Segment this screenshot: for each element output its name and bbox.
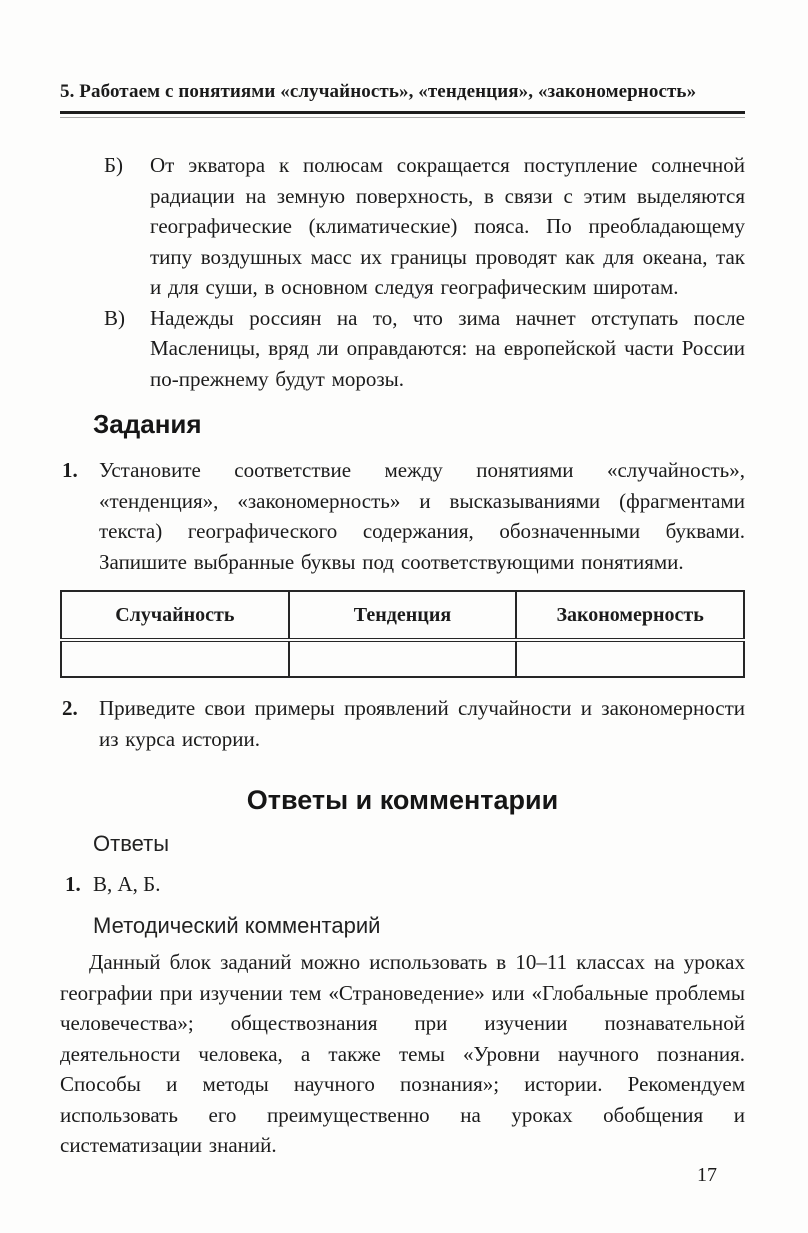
answer-cell-trend <box>289 640 517 677</box>
statement-label: Б) <box>104 153 124 177</box>
task-number: 2. <box>62 696 78 720</box>
running-head-title: 5. Работаем с понятиями «случайность», «тенденция», «закономерность» <box>60 81 697 102</box>
task-item-2 <box>60 693 745 754</box>
task-item-1 <box>60 455 745 577</box>
statement-text: От экватора к полюсам сокращается поступление солнечной радиации на земную поверхность, в связи с этим выделяются географические (климатические) пояса. По преобладающему типу воздушных масс их границы проводят как для океана, так и для суши, в основном следуя географическим широтам. <box>150 153 745 299</box>
running-head-rule <box>60 111 745 114</box>
answers-subheading: Ответы <box>93 831 170 856</box>
table-header-row <box>61 591 744 640</box>
answers-heading: Ответы и комментарии <box>246 785 559 815</box>
statement-label: В) <box>104 305 125 330</box>
answer-cell-regularity <box>516 640 744 677</box>
task-text: Приведите свои примеры проявлений случайности и закономерности из курса истории. <box>99 696 745 751</box>
task-text: Установите соответствие между понятиями «случайность», «тенденция», «закономерность» и высказываниями (фрагментами текста) географического содержания, обозначенными буквами. Запишите выбранные буквы под соответствующими понятиями. <box>99 458 745 574</box>
commentary-heading: Методический комментарий <box>93 913 381 938</box>
statement-item-v <box>104 303 745 395</box>
task-number: 1. <box>62 458 78 482</box>
matching-table <box>60 590 745 678</box>
column-header-randomness: Случайность <box>61 591 289 640</box>
table-answer-row <box>61 640 744 677</box>
running-head <box>60 80 745 118</box>
column-header-regularity: Закономерность <box>516 591 744 640</box>
column-header-trend: Тенденция <box>289 591 517 640</box>
answer-value: В, А, Б. <box>93 872 161 896</box>
answer-item-1 <box>60 870 745 898</box>
commentary-paragraph: Данный блок заданий можно использовать в 10–11 классах на уроках географии при изучении тем «Страноведение» или «Глобальные проблемы человечества»; обществознания при изучении познавательной деятельности человека, а также темы «Уровни научного познания. Способы и методы научного познания»; истории. Рекомендуем использовать его преимущественно на уроках обобщения и систематизации знаний. <box>60 950 745 1157</box>
statements-section <box>60 150 745 394</box>
statement-item-b <box>104 150 745 303</box>
statement-text: Надежды россиян на то, что зима начнет отступать после Масленицы, вряд ли оправдаются: на европейской части России по-прежнему будут морозы. <box>150 305 745 391</box>
running-head-rule-ghost <box>60 117 745 118</box>
answer-cell-randomness <box>61 640 289 677</box>
tasks-heading: Задания <box>93 409 202 439</box>
page-number: 17 <box>697 1164 717 1186</box>
answer-number: 1. <box>65 872 81 896</box>
